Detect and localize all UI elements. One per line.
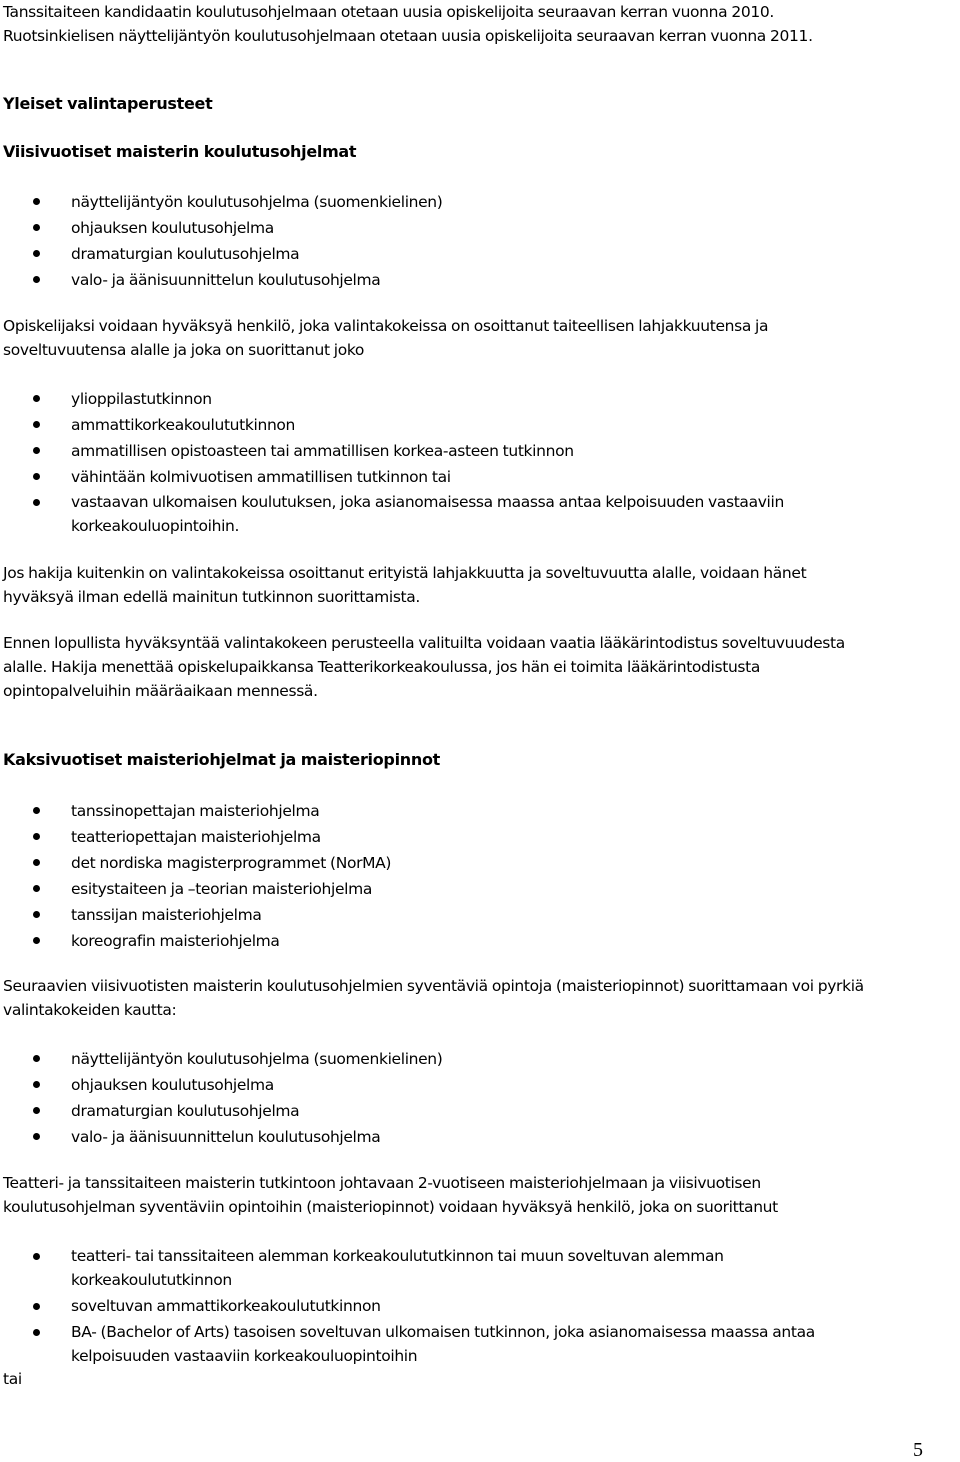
bullet-icon [33, 198, 40, 205]
bullet-icon [33, 885, 40, 892]
section-heading-general: Yleiset valintaperusteet [3, 94, 213, 113]
bullet-icon [33, 473, 40, 480]
list-item: ohjauksen koulutusohjelma [3, 1072, 958, 1098]
eligibility-paragraph: Opiskelijaksi voidaan hyväksyä henkilö, joka valintakokeissa on osoittanut taiteellisen lahjakkuutensa ja soveltuvuutensa alalle ja joka on suorittanut joko [3, 317, 769, 359]
bullet-icon [33, 1055, 40, 1062]
bullet-icon [33, 421, 40, 428]
list-item: ohjauksen koulutusohjelma [3, 215, 958, 241]
list-item: tanssijan maisteriohjelma [3, 902, 958, 928]
bullet-icon [33, 937, 40, 944]
intro-notice [3, 0, 958, 48]
list-item: BA- (Bachelor of Arts) tasoisen soveltuvan ulkomaisen tutkinnon, joka asianomaisessa maassa antaa kelpoisuuden vastaaviin korkeakouluopintoihin [3, 1320, 958, 1368]
bullet-icon [33, 1133, 40, 1140]
list-item: ylioppilastutkinnon [3, 386, 958, 412]
bullet-icon [33, 833, 40, 840]
list-item: teatteri- tai tanssitaiteen alemman korkeakoulututkinnon tai muun soveltuvan alemman korkeakoulututkinnon [3, 1244, 958, 1292]
list-item: tanssinopettajan maisteriohjelma [3, 798, 958, 824]
bullet-icon [33, 395, 40, 402]
tai-connector: tai [3, 1370, 22, 1388]
bullet-icon [33, 911, 40, 918]
exception-paragraph: Jos hakija kuitenkin on valintakokeissa osoittanut erityistä lahjakkuutta ja soveltuvuutta alalle, voidaan hänet hyväksyä ilman edellä mainitun tutkinnon suorittamista. [3, 564, 807, 606]
degree-list [3, 386, 958, 538]
program-list [3, 189, 958, 293]
list-item: teatteriopettajan maisteriohjelma [3, 824, 958, 850]
list-item: vähintään kolmivuotisen ammatillisen tutkinnon tai [3, 464, 958, 490]
list-item: valo- ja äänisuunnittelun koulutusohjelma [3, 1124, 958, 1150]
list-item: vastaavan ulkomaisen koulutuksen, joka asianomaisessa maassa antaa kelpoisuuden vastaaviin korkeakouluopintoihin. [3, 490, 958, 538]
list-item: soveltuvan ammattikorkeakoulututkinnon [3, 1294, 958, 1318]
advanced-studies-paragraph: Seuraavien viisivuotisten maisterin koulutusohjelmien syventäviä opintoja (maisteriopinnot) suorittamaan voi pyrkiä valintakokeiden kautta: [3, 977, 864, 1019]
advanced-program-list [3, 1046, 958, 1150]
medical-certificate-paragraph: Ennen lopullista hyväksyntää valintakokeen perusteella valituilta voidaan vaatia lääkärintodistus soveltuvuudesta alalle. Hakija menettää opiskelupaikkansa Teatterikorkeakoulussa, jos hän ei toimita lääkärintodistusta opintopalveluihin määräaikaan mennessä. [3, 634, 845, 700]
list-item: näyttelijäntyön koulutusohjelma (suomenkielinen) [3, 1046, 958, 1072]
list-item: det nordiska magisterprogrammet (NorMA) [3, 850, 958, 876]
bullet-icon [33, 250, 40, 257]
list-item: ammatillisen opistoasteen tai ammatillisen korkea-asteen tutkinnon [3, 438, 958, 464]
bullet-icon [33, 1303, 40, 1310]
bullet-icon [33, 1107, 40, 1114]
masters-program-list [3, 798, 958, 954]
bullet-icon [33, 1329, 40, 1336]
list-item: näyttelijäntyön koulutusohjelma (suomenkielinen) [3, 189, 958, 215]
list-item: valo- ja äänisuunnittelun koulutusohjelma [3, 267, 958, 293]
bullet-icon [33, 807, 40, 814]
bullet-icon [33, 859, 40, 866]
list-item: esitystaiteen ja –teorian maisteriohjelma [3, 876, 958, 902]
intro-line-2: Ruotsinkielisen näyttelijäntyön koulutusohjelmaan otetaan uusia opiskelijoita seuraavan kerran vuonna 2011. [3, 27, 813, 45]
section-heading-masters: Kaksivuotiset maisteriohjelmat ja maisteriopinnot [3, 750, 440, 769]
bullet-icon [33, 1081, 40, 1088]
list-item: koreografin maisteriohjelma [3, 928, 958, 954]
list-item: ammattikorkeakoulututkinnon [3, 412, 958, 438]
bullet-icon [33, 224, 40, 231]
list-item: dramaturgian koulutusohjelma [3, 241, 958, 267]
bullet-icon [33, 499, 40, 506]
bullet-icon [33, 276, 40, 283]
bullet-icon [33, 447, 40, 454]
admission-paragraph: Teatteri- ja tanssitaiteen maisterin tutkintoon johtavaan 2-vuotiseen maisteriohjelmaan ja viisivuotisen koulutusohjelman syventäviin opintoihin (maisteriopinnot) voidaan hyväksyä henkilö, joka on suorittanut [3, 1174, 778, 1216]
list-item: dramaturgian koulutusohjelma [3, 1098, 958, 1124]
intro-line-1: Tanssitaiteen kandidaatin koulutusohjelmaan otetaan uusia opiskelijoita seuraavan kerran vuonna 2010. [3, 3, 774, 21]
subheading-five-year-programs: Viisivuotiset maisterin koulutusohjelmat [3, 142, 357, 161]
bullet-icon [33, 1253, 40, 1260]
page-number: 5 [913, 1439, 923, 1461]
requirement-list [3, 1244, 958, 1368]
